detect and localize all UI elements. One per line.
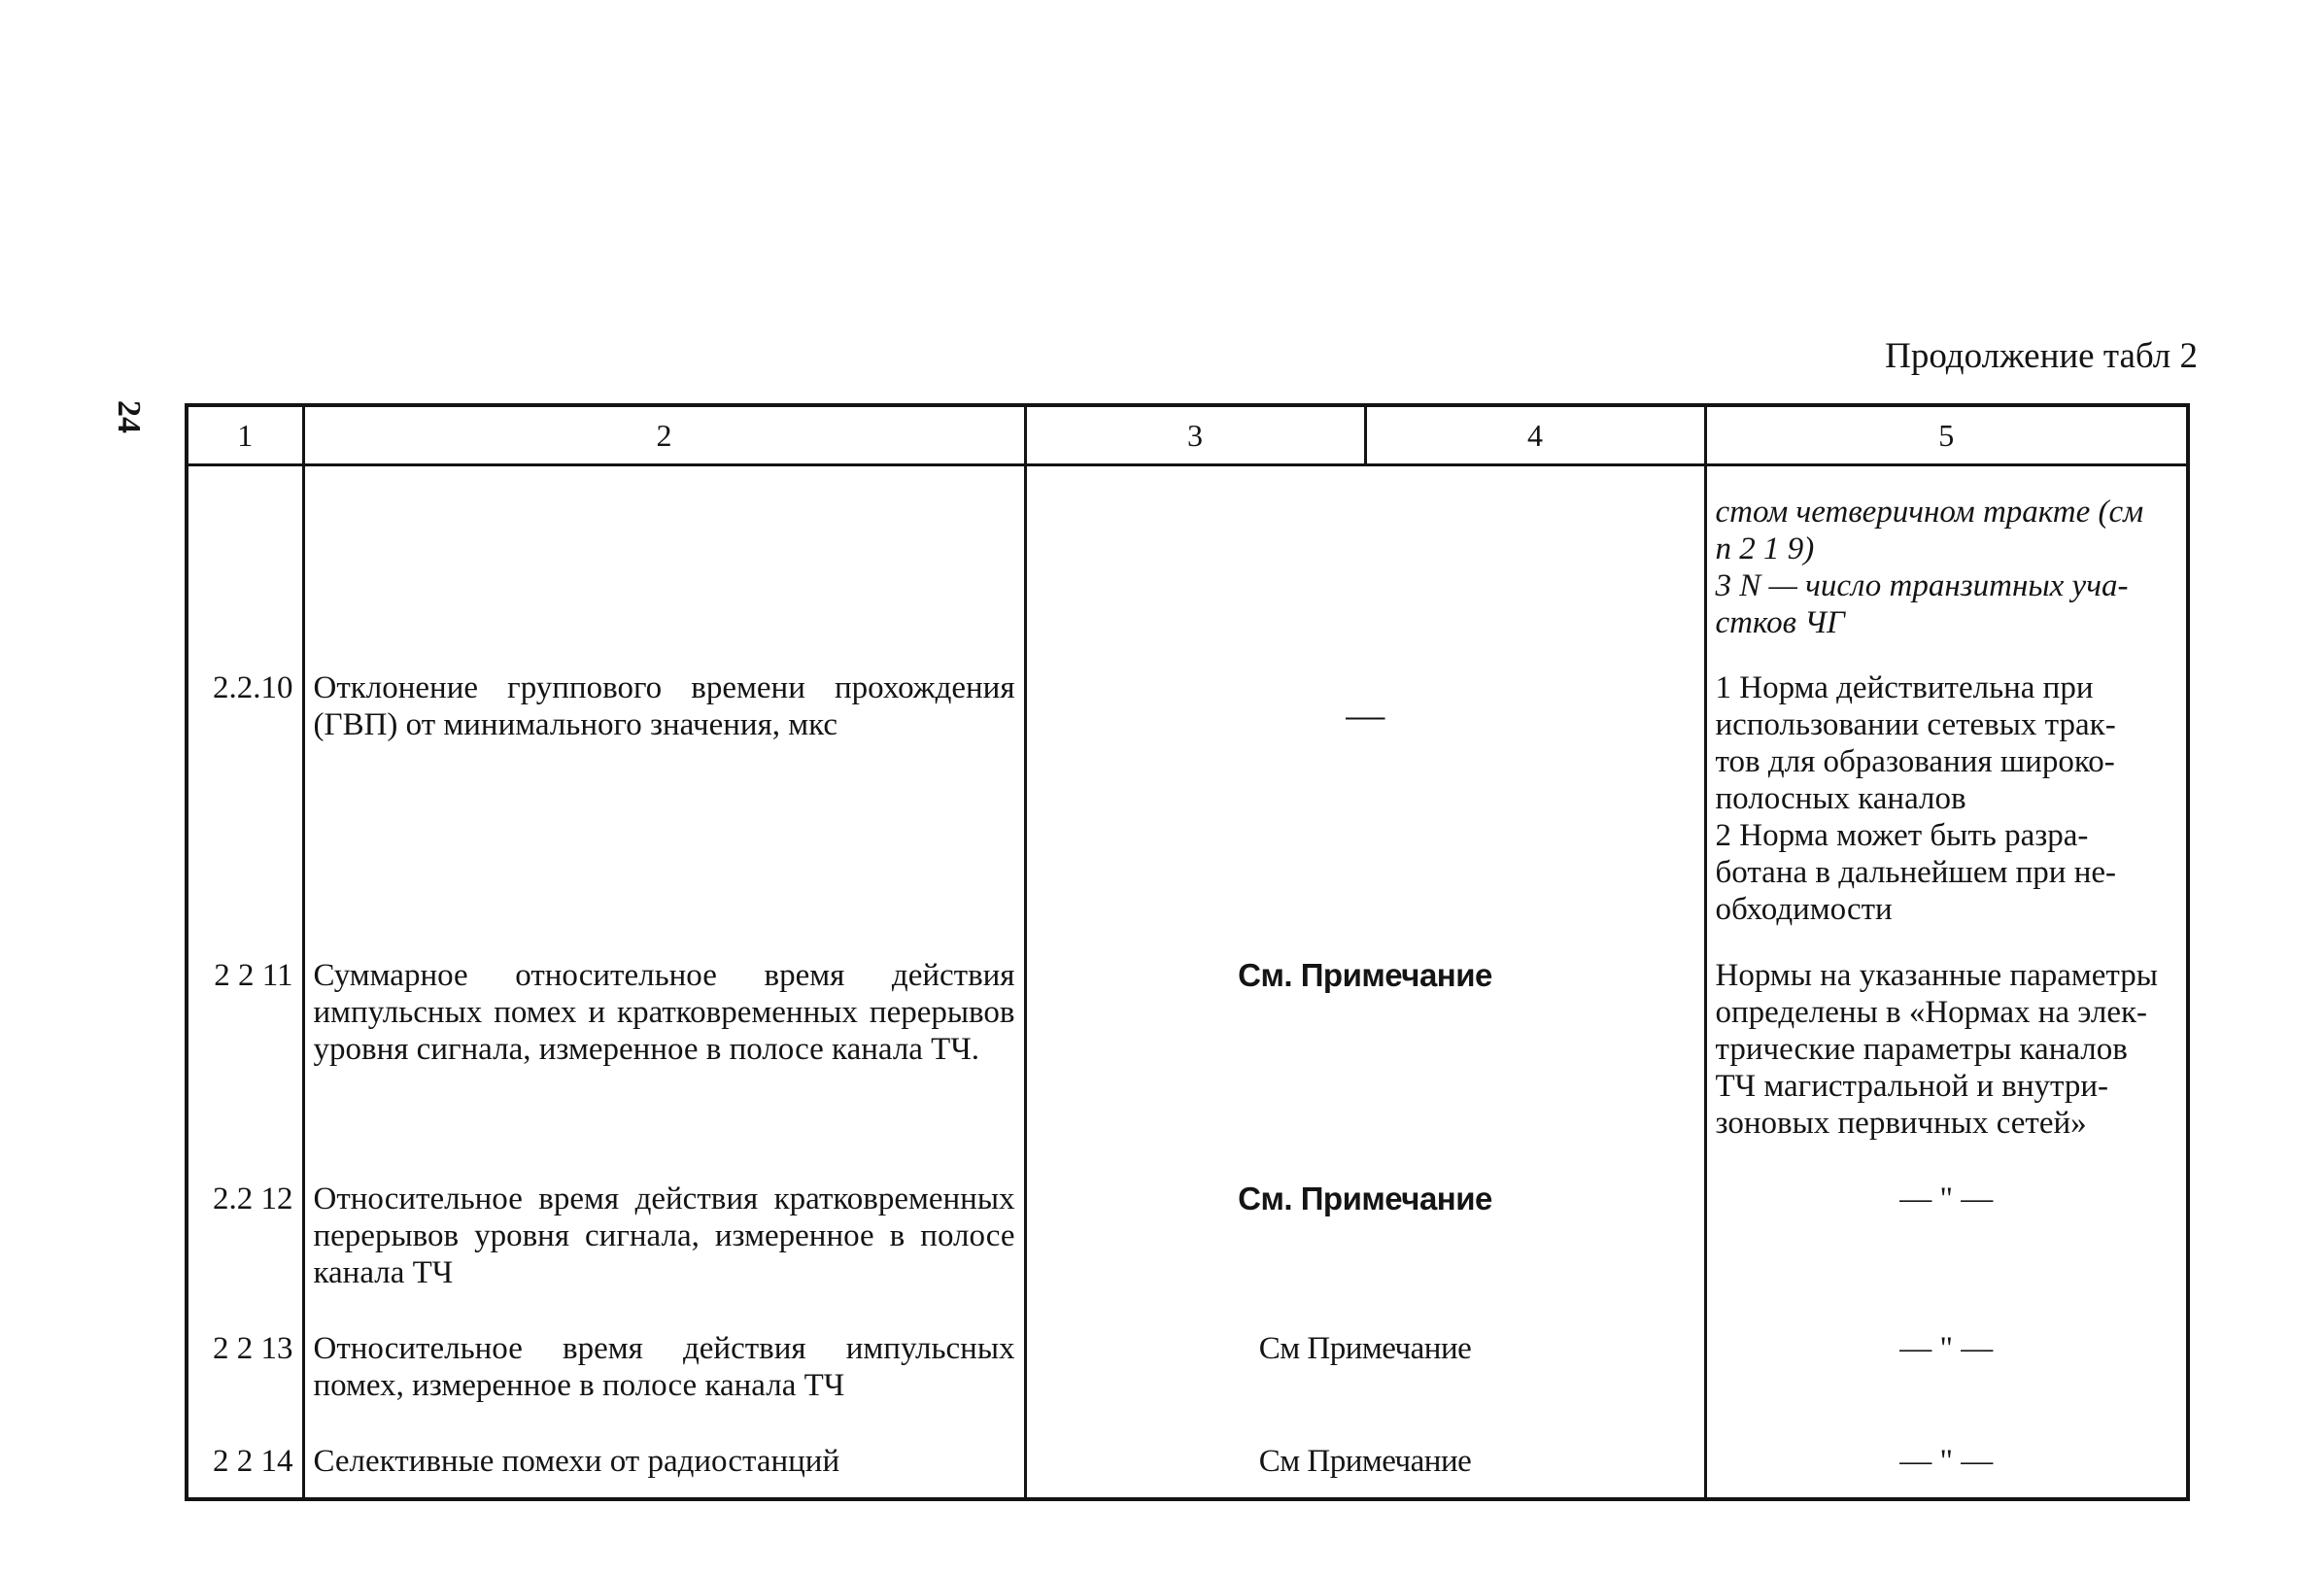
- header-col-5: 5: [1705, 405, 2188, 465]
- row-number: 2.2.10: [187, 669, 303, 957]
- header-col-3: 3: [1025, 405, 1365, 465]
- row-norm: См. Примечание: [1025, 957, 1705, 1181]
- table-row: [187, 1330, 2188, 1443]
- table-row: [187, 669, 2188, 957]
- row-note: — " —: [1705, 1330, 2188, 1443]
- row-number: [187, 465, 303, 669]
- row-norm: См Примечание: [1025, 1330, 1705, 1443]
- row-parameter: Относительное время действия кратковременных перерывов уровня сигнала, измеренное в полосе канала ТЧ: [303, 1181, 1025, 1330]
- row-number: 2.2 12: [187, 1181, 303, 1330]
- row-note: стом четверичном тракте (см п 2 1 9) 3 N — число транзитных уча- стков ЧГ: [1705, 465, 2188, 669]
- page-number: 24: [111, 400, 147, 433]
- row-number: 2 2 11: [187, 957, 303, 1181]
- row-note: — " —: [1705, 1181, 2188, 1330]
- row-norm: —: [1025, 669, 1705, 957]
- table-row: [187, 1443, 2188, 1499]
- row-parameter: [303, 465, 1025, 669]
- row-note: — " —: [1705, 1443, 2188, 1499]
- row-parameter: Отклонение группового времени прохождения (ГВП) от минимального значения, мкс: [303, 669, 1025, 957]
- row-note: 1 Норма действительна при использовании сетевых трак- тов для образования широко- полосных каналов 2 Норма может быть разра- ботана в дальнейшем при не- обходимости: [1705, 669, 2188, 957]
- row-parameter: Суммарное относительное время действия импульсных помех и кратковременных перерывов уровня сигнала, измеренное в полосе канала ТЧ.: [303, 957, 1025, 1181]
- table-row: [187, 957, 2188, 1181]
- table-row: [187, 465, 2188, 669]
- row-number: 2 2 14: [187, 1443, 303, 1499]
- row-norm: См. Примечание: [1025, 1181, 1705, 1330]
- header-col-4: 4: [1365, 405, 1705, 465]
- header-col-1: 1: [187, 405, 303, 465]
- row-norm: [1025, 465, 1705, 669]
- table-caption: Продолжение табл 2: [1885, 336, 2198, 376]
- table-row: [187, 1181, 2188, 1330]
- standards-table: [185, 403, 2190, 1501]
- row-norm: См Примечание: [1025, 1443, 1705, 1499]
- row-note: Нормы на указанные параметры определены в «Нормах на элек- трические параметры каналов ТЧ магистральной и внутри- зоновых первичных сетей»: [1705, 957, 2188, 1181]
- header-row: [187, 405, 2188, 465]
- header-col-2: 2: [303, 405, 1025, 465]
- row-parameter: Относительное время действия импульсных помех, измеренное в полосе канала ТЧ: [303, 1330, 1025, 1443]
- row-number: 2 2 13: [187, 1330, 303, 1443]
- row-parameter: Селективные помехи от радиостанций: [303, 1443, 1025, 1499]
